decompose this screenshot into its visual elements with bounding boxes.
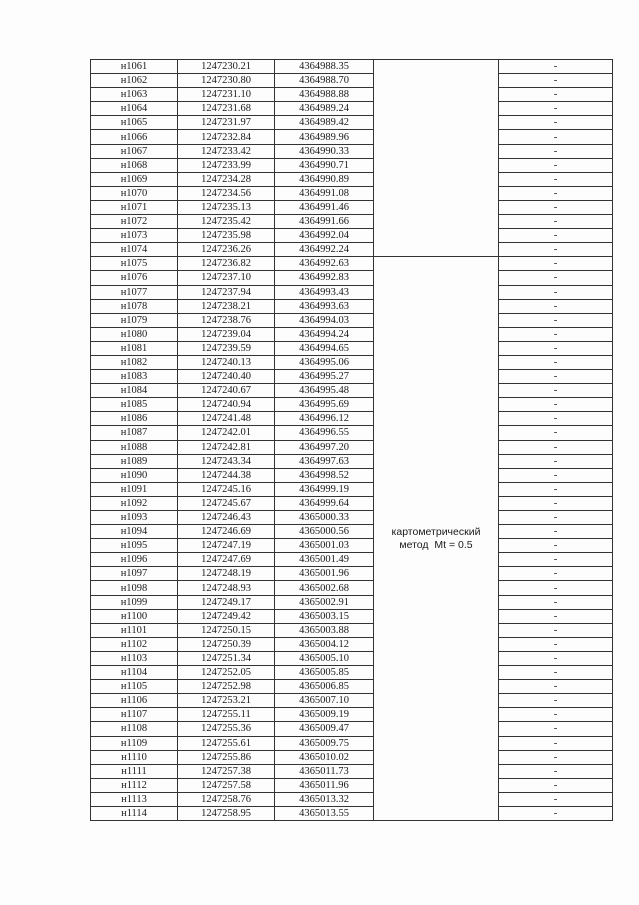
x-coordinate-cell: 1247255.36: [178, 722, 275, 736]
note-cell: -: [499, 694, 613, 708]
table-row: [91, 806, 613, 820]
x-coordinate-cell: 1247240.13: [178, 355, 275, 369]
note-cell: -: [499, 426, 613, 440]
y-coordinate-cell: 4364988.88: [275, 88, 374, 102]
x-coordinate-cell: 1247250.39: [178, 637, 275, 651]
table-row: [91, 440, 613, 454]
note-cell: -: [499, 355, 613, 369]
note-cell: -: [499, 370, 613, 384]
table-row: [91, 736, 613, 750]
x-coordinate-cell: 1247237.10: [178, 271, 275, 285]
note-cell: -: [499, 243, 613, 257]
table-row: [91, 426, 613, 440]
y-coordinate-cell: 4364992.63: [275, 257, 374, 271]
point-id-cell: н1064: [91, 102, 178, 116]
table-row: [91, 581, 613, 595]
table-row: [91, 341, 613, 355]
x-coordinate-cell: 1247248.19: [178, 567, 275, 581]
x-coordinate-cell: 1247231.97: [178, 116, 275, 130]
x-coordinate-cell: 1247241.48: [178, 412, 275, 426]
x-coordinate-cell: 1247239.04: [178, 327, 275, 341]
y-coordinate-cell: 4364992.04: [275, 229, 374, 243]
point-id-cell: н1073: [91, 229, 178, 243]
point-id-cell: н1098: [91, 581, 178, 595]
table-row: [91, 666, 613, 680]
y-coordinate-cell: 4364999.19: [275, 482, 374, 496]
note-cell: -: [499, 384, 613, 398]
table-row: [91, 637, 613, 651]
y-coordinate-cell: 4365011.96: [275, 778, 374, 792]
point-id-cell: н1091: [91, 482, 178, 496]
method-accuracy: метод Mt = 0.5: [399, 538, 473, 551]
y-coordinate-cell: 4364997.63: [275, 454, 374, 468]
x-coordinate-cell: 1247230.21: [178, 60, 275, 74]
table-row: [91, 567, 613, 581]
y-coordinate-cell: 4365001.49: [275, 553, 374, 567]
x-coordinate-cell: 1247255.61: [178, 736, 275, 750]
note-cell: -: [499, 680, 613, 694]
note-cell: -: [499, 102, 613, 116]
table-row: [91, 722, 613, 736]
table-row: [91, 750, 613, 764]
point-id-cell: н1075: [91, 257, 178, 271]
y-coordinate-cell: 4364995.27: [275, 370, 374, 384]
point-id-cell: н1067: [91, 144, 178, 158]
x-coordinate-cell: 1247247.19: [178, 539, 275, 553]
point-id-cell: н1078: [91, 299, 178, 313]
point-id-cell: н1094: [91, 525, 178, 539]
x-coordinate-cell: 1247236.26: [178, 243, 275, 257]
x-coordinate-cell: 1247237.94: [178, 285, 275, 299]
point-id-cell: н1074: [91, 243, 178, 257]
note-cell: -: [499, 792, 613, 806]
table-row: [91, 651, 613, 665]
note-cell: -: [499, 708, 613, 722]
x-coordinate-cell: 1247244.38: [178, 468, 275, 482]
table-row: [91, 496, 613, 510]
y-coordinate-cell: 4364994.24: [275, 327, 374, 341]
point-id-cell: н1082: [91, 355, 178, 369]
note-cell: -: [499, 511, 613, 525]
y-coordinate-cell: 4364999.64: [275, 496, 374, 510]
point-id-cell: н1079: [91, 313, 178, 327]
y-coordinate-cell: 4364994.03: [275, 313, 374, 327]
y-coordinate-cell: 4364991.08: [275, 186, 374, 200]
x-coordinate-cell: 1247242.81: [178, 440, 275, 454]
note-cell: -: [499, 525, 613, 539]
y-coordinate-cell: 4364998.52: [275, 468, 374, 482]
table-row: [91, 186, 613, 200]
table-row: [91, 623, 613, 637]
x-coordinate-cell: 1247249.42: [178, 609, 275, 623]
point-id-cell: н1103: [91, 651, 178, 665]
x-coordinate-cell: 1247240.67: [178, 384, 275, 398]
y-coordinate-cell: 4364990.71: [275, 158, 374, 172]
point-id-cell: н1097: [91, 567, 178, 581]
point-id-cell: н1061: [91, 60, 178, 74]
y-coordinate-cell: 4364990.89: [275, 172, 374, 186]
note-cell: -: [499, 341, 613, 355]
y-coordinate-cell: 4365000.56: [275, 525, 374, 539]
y-coordinate-cell: 4365010.02: [275, 750, 374, 764]
x-coordinate-cell: 1247233.99: [178, 158, 275, 172]
y-coordinate-cell: 4364993.63: [275, 299, 374, 313]
point-id-cell: н1066: [91, 130, 178, 144]
y-coordinate-cell: 4364995.06: [275, 355, 374, 369]
method-cell: [374, 257, 499, 821]
table-row: [91, 299, 613, 313]
point-id-cell: н1092: [91, 496, 178, 510]
x-coordinate-cell: 1247232.84: [178, 130, 275, 144]
y-coordinate-cell: 4364994.65: [275, 341, 374, 355]
x-coordinate-cell: 1247230.80: [178, 74, 275, 88]
table-row: [91, 595, 613, 609]
table-row: [91, 313, 613, 327]
x-coordinate-cell: 1247246.69: [178, 525, 275, 539]
table-row: [91, 454, 613, 468]
point-id-cell: н1080: [91, 327, 178, 341]
table-row: [91, 327, 613, 341]
note-cell: -: [499, 736, 613, 750]
point-id-cell: н1090: [91, 468, 178, 482]
x-coordinate-cell: 1247233.42: [178, 144, 275, 158]
table-row: [91, 553, 613, 567]
note-cell: -: [499, 609, 613, 623]
x-coordinate-cell: 1247253.21: [178, 694, 275, 708]
point-id-cell: н1104: [91, 666, 178, 680]
x-coordinate-cell: 1247252.05: [178, 666, 275, 680]
table-row: [91, 482, 613, 496]
point-id-cell: н1083: [91, 370, 178, 384]
y-coordinate-cell: 4364990.33: [275, 144, 374, 158]
table-row: [91, 355, 613, 369]
y-coordinate-cell: 4364991.66: [275, 215, 374, 229]
point-id-cell: н1065: [91, 116, 178, 130]
x-coordinate-cell: 1247235.42: [178, 215, 275, 229]
y-coordinate-cell: 4365001.96: [275, 567, 374, 581]
x-coordinate-cell: 1247235.98: [178, 229, 275, 243]
note-cell: -: [499, 158, 613, 172]
table-row: [91, 778, 613, 792]
y-coordinate-cell: 4364995.48: [275, 384, 374, 398]
x-coordinate-cell: 1247251.34: [178, 651, 275, 665]
point-id-cell: н1093: [91, 511, 178, 525]
point-id-cell: н1072: [91, 215, 178, 229]
x-coordinate-cell: 1247239.59: [178, 341, 275, 355]
y-coordinate-cell: 4365002.68: [275, 581, 374, 595]
note-cell: -: [499, 200, 613, 214]
y-coordinate-cell: 4365009.75: [275, 736, 374, 750]
method-name: картометрический: [391, 525, 481, 538]
note-cell: -: [499, 440, 613, 454]
note-cell: -: [499, 539, 613, 553]
note-cell: -: [499, 722, 613, 736]
x-coordinate-cell: 1247248.93: [178, 581, 275, 595]
point-id-cell: н1081: [91, 341, 178, 355]
coordinates-table: [90, 59, 613, 821]
table-row: [91, 130, 613, 144]
note-cell: -: [499, 186, 613, 200]
table-row: [91, 116, 613, 130]
x-coordinate-cell: 1247243.34: [178, 454, 275, 468]
x-coordinate-cell: 1247255.86: [178, 750, 275, 764]
point-id-cell: н1112: [91, 778, 178, 792]
table-row: [91, 285, 613, 299]
note-cell: -: [499, 299, 613, 313]
note-cell: -: [499, 130, 613, 144]
x-coordinate-cell: 1247246.43: [178, 511, 275, 525]
note-cell: -: [499, 806, 613, 820]
note-cell: -: [499, 567, 613, 581]
point-id-cell: н1069: [91, 172, 178, 186]
note-cell: -: [499, 595, 613, 609]
point-id-cell: н1086: [91, 412, 178, 426]
point-id-cell: н1099: [91, 595, 178, 609]
table-row: [91, 88, 613, 102]
x-coordinate-cell: 1247247.69: [178, 553, 275, 567]
note-cell: -: [499, 778, 613, 792]
note-cell: -: [499, 144, 613, 158]
note-cell: -: [499, 468, 613, 482]
note-cell: -: [499, 651, 613, 665]
table-row: [91, 74, 613, 88]
note-cell: -: [499, 271, 613, 285]
x-coordinate-cell: 1247234.56: [178, 186, 275, 200]
note-cell: -: [499, 116, 613, 130]
table-row: [91, 539, 613, 553]
point-id-cell: н1085: [91, 398, 178, 412]
table-row: [91, 102, 613, 116]
x-coordinate-cell: 1247240.40: [178, 370, 275, 384]
x-coordinate-cell: 1247249.17: [178, 595, 275, 609]
point-id-cell: н1106: [91, 694, 178, 708]
point-id-cell: н1111: [91, 764, 178, 778]
y-coordinate-cell: 4365005.85: [275, 666, 374, 680]
table-row: [91, 257, 613, 271]
point-id-cell: н1084: [91, 384, 178, 398]
note-cell: -: [499, 764, 613, 778]
x-coordinate-cell: 1247245.67: [178, 496, 275, 510]
table-row: [91, 172, 613, 186]
table-row: [91, 370, 613, 384]
point-id-cell: н1088: [91, 440, 178, 454]
table-row: [91, 229, 613, 243]
point-id-cell: н1068: [91, 158, 178, 172]
y-coordinate-cell: 4364995.69: [275, 398, 374, 412]
table-row: [91, 158, 613, 172]
table-row: [91, 384, 613, 398]
x-coordinate-cell: 1247231.68: [178, 102, 275, 116]
point-id-cell: н1113: [91, 792, 178, 806]
x-coordinate-cell: 1247238.76: [178, 313, 275, 327]
y-coordinate-cell: 4365009.47: [275, 722, 374, 736]
y-coordinate-cell: 4364991.46: [275, 200, 374, 214]
point-id-cell: н1096: [91, 553, 178, 567]
point-id-cell: н1101: [91, 623, 178, 637]
method-cell-empty: [374, 60, 499, 257]
table-row: [91, 792, 613, 806]
table-row: [91, 200, 613, 214]
note-cell: -: [499, 666, 613, 680]
y-coordinate-cell: 4365004.12: [275, 637, 374, 651]
table-row: [91, 694, 613, 708]
x-coordinate-cell: 1247252.98: [178, 680, 275, 694]
table-row: [91, 243, 613, 257]
y-coordinate-cell: 4365000.33: [275, 511, 374, 525]
note-cell: -: [499, 637, 613, 651]
note-cell: -: [499, 327, 613, 341]
note-cell: -: [499, 60, 613, 74]
note-cell: -: [499, 257, 613, 271]
x-coordinate-cell: 1247257.38: [178, 764, 275, 778]
note-cell: -: [499, 623, 613, 637]
x-coordinate-cell: 1247231.10: [178, 88, 275, 102]
y-coordinate-cell: 4365006.85: [275, 680, 374, 694]
table-row: [91, 609, 613, 623]
y-coordinate-cell: 4364992.83: [275, 271, 374, 285]
point-id-cell: н1102: [91, 637, 178, 651]
y-coordinate-cell: 4365007.10: [275, 694, 374, 708]
table-row: [91, 680, 613, 694]
note-cell: -: [499, 88, 613, 102]
x-coordinate-cell: 1247257.58: [178, 778, 275, 792]
point-id-cell: н1107: [91, 708, 178, 722]
y-coordinate-cell: 4364988.70: [275, 74, 374, 88]
point-id-cell: н1087: [91, 426, 178, 440]
note-cell: -: [499, 215, 613, 229]
y-coordinate-cell: 4364992.24: [275, 243, 374, 257]
point-id-cell: н1063: [91, 88, 178, 102]
point-id-cell: н1109: [91, 736, 178, 750]
table-row: [91, 764, 613, 778]
table-row: [91, 511, 613, 525]
x-coordinate-cell: 1247238.21: [178, 299, 275, 313]
x-coordinate-cell: 1247236.82: [178, 257, 275, 271]
y-coordinate-cell: 4365003.88: [275, 623, 374, 637]
point-id-cell: н1076: [91, 271, 178, 285]
coordinates-table-body: [91, 60, 613, 821]
table-row: [91, 144, 613, 158]
x-coordinate-cell: 1247234.28: [178, 172, 275, 186]
point-id-cell: н1108: [91, 722, 178, 736]
x-coordinate-cell: 1247258.76: [178, 792, 275, 806]
point-id-cell: н1089: [91, 454, 178, 468]
y-coordinate-cell: 4365003.15: [275, 609, 374, 623]
y-coordinate-cell: 4365013.32: [275, 792, 374, 806]
table-row: [91, 708, 613, 722]
x-coordinate-cell: 1247242.01: [178, 426, 275, 440]
y-coordinate-cell: 4365009.19: [275, 708, 374, 722]
y-coordinate-cell: 4365013.55: [275, 806, 374, 820]
table-row: [91, 468, 613, 482]
point-id-cell: н1110: [91, 750, 178, 764]
point-id-cell: н1071: [91, 200, 178, 214]
table-row: [91, 412, 613, 426]
note-cell: -: [499, 285, 613, 299]
y-coordinate-cell: 4364996.55: [275, 426, 374, 440]
x-coordinate-cell: 1247245.16: [178, 482, 275, 496]
point-id-cell: н1077: [91, 285, 178, 299]
y-coordinate-cell: 4364988.35: [275, 60, 374, 74]
y-coordinate-cell: 4364993.43: [275, 285, 374, 299]
point-id-cell: н1114: [91, 806, 178, 820]
x-coordinate-cell: 1247258.95: [178, 806, 275, 820]
y-coordinate-cell: 4365011.73: [275, 764, 374, 778]
y-coordinate-cell: 4365001.03: [275, 539, 374, 553]
x-coordinate-cell: 1247250.15: [178, 623, 275, 637]
y-coordinate-cell: 4364989.96: [275, 130, 374, 144]
x-coordinate-cell: 1247235.13: [178, 200, 275, 214]
y-coordinate-cell: 4364989.24: [275, 102, 374, 116]
point-id-cell: н1062: [91, 74, 178, 88]
x-coordinate-cell: 1247255.11: [178, 708, 275, 722]
note-cell: -: [499, 313, 613, 327]
table-row: [91, 60, 613, 74]
note-cell: -: [499, 172, 613, 186]
point-id-cell: н1100: [91, 609, 178, 623]
y-coordinate-cell: 4365005.10: [275, 651, 374, 665]
point-id-cell: н1105: [91, 680, 178, 694]
note-cell: -: [499, 412, 613, 426]
note-cell: -: [499, 229, 613, 243]
point-id-cell: н1095: [91, 539, 178, 553]
note-cell: -: [499, 553, 613, 567]
x-coordinate-cell: 1247240.94: [178, 398, 275, 412]
table-row: [91, 398, 613, 412]
note-cell: -: [499, 74, 613, 88]
y-coordinate-cell: 4364996.12: [275, 412, 374, 426]
note-cell: -: [499, 454, 613, 468]
table-row: [91, 271, 613, 285]
point-id-cell: н1070: [91, 186, 178, 200]
y-coordinate-cell: 4365002.91: [275, 595, 374, 609]
note-cell: -: [499, 581, 613, 595]
y-coordinate-cell: 4364989.42: [275, 116, 374, 130]
note-cell: -: [499, 750, 613, 764]
note-cell: -: [499, 398, 613, 412]
note-cell: -: [499, 482, 613, 496]
note-cell: -: [499, 496, 613, 510]
table-row: [91, 215, 613, 229]
table-row: [91, 525, 613, 539]
y-coordinate-cell: 4364997.20: [275, 440, 374, 454]
